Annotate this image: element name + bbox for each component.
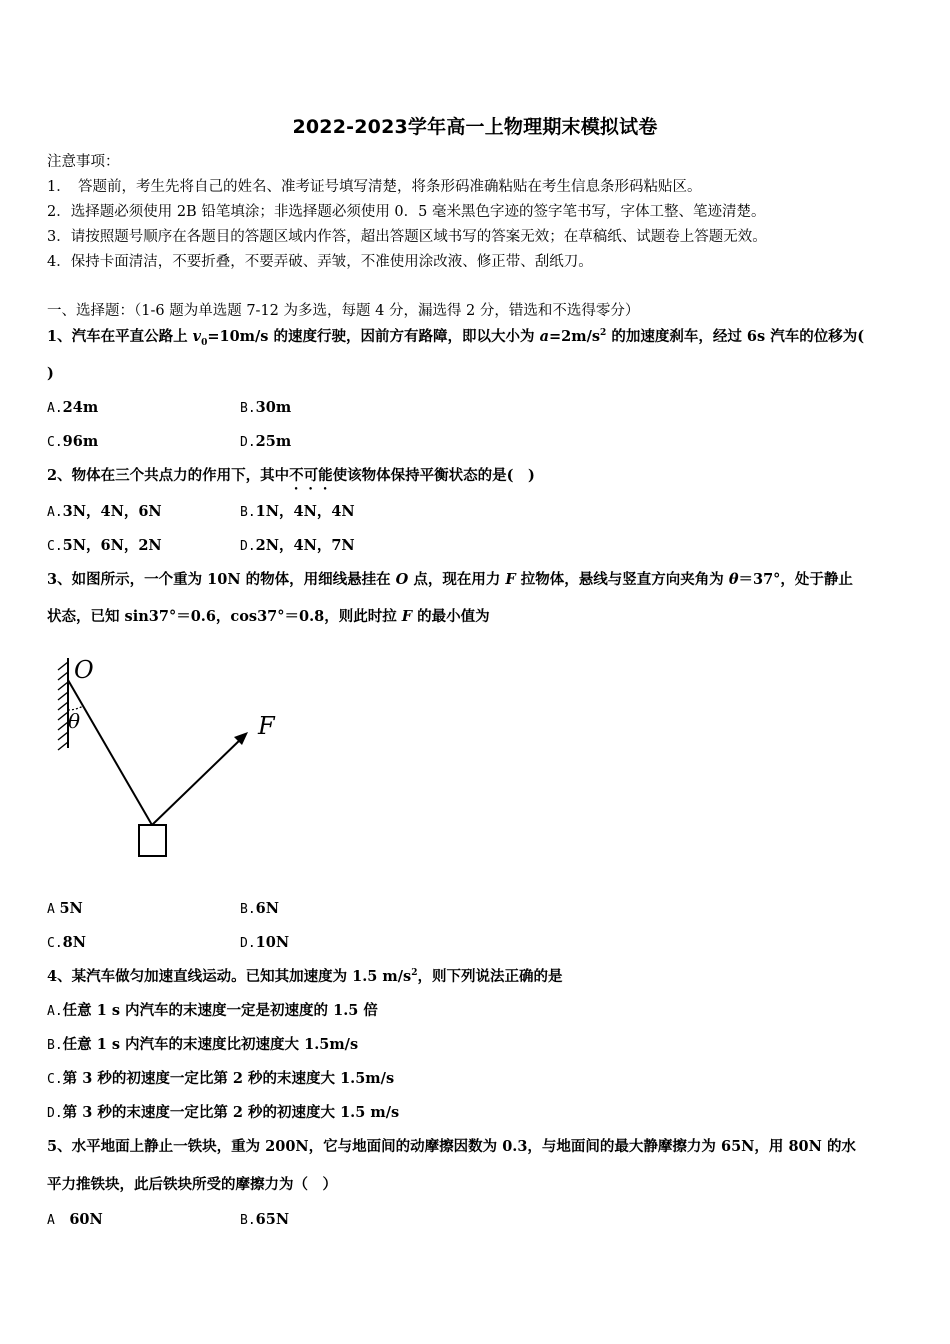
q1-text-c: =2m/s <box>548 328 601 345</box>
q5-option-b[interactable]: B.65N <box>240 1211 290 1228</box>
force-arrow-line <box>152 738 242 825</box>
q1-text-d: 的加速度刹车，经过 6s 汽车的位移为( <box>606 328 865 345</box>
q3-line2-a: 状态，已知 sin37°＝0.6，cos37°＝0.8，则此时拉 <box>47 608 402 625</box>
question-1-stem <box>47 327 864 347</box>
q2-option-b[interactable]: B.1N，4N，4N <box>240 503 355 520</box>
label-o: O <box>74 656 94 684</box>
q3-option-d[interactable]: D.10N <box>240 934 290 951</box>
q3-symbol-f: F <box>505 571 516 588</box>
q1-symbol-v: v <box>192 328 202 345</box>
label-theta: θ <box>68 709 81 733</box>
q1-text-b: =10m/s 的速度行驶，因前方有路障，即以大小为 <box>207 328 540 345</box>
q1-symbol-a: a <box>539 328 549 345</box>
q3-line2-f: F <box>401 608 413 625</box>
section-heading: 一、选择题：（1-6 题为单选题 7-12 为多选，每题 4 分，漏选得 2 分，错选和不选得零分） <box>47 303 640 319</box>
q1-symbol-v-sub: 0 <box>201 337 208 348</box>
q4-option-c[interactable]: C.第 3 秒的初速度一定比第 2 秒的末速度大 1.5m/s <box>47 1070 395 1087</box>
hanging-block <box>139 825 166 856</box>
q1-option-a[interactable]: A.24m <box>47 399 99 416</box>
string-line <box>68 680 152 825</box>
question-2-stem <box>47 466 535 493</box>
notice-item-4: 4．保持卡面清洁，不要折叠，不要弄破、弄皱，不准使用涂改液、修正带、刮纸刀。 <box>47 254 593 270</box>
q5-option-a[interactable]: A 60N <box>47 1211 103 1228</box>
wall-hatching <box>58 662 68 750</box>
question-3-stem <box>47 570 853 590</box>
q3-symbol-theta: θ <box>728 571 739 588</box>
notice-heading: 注意事项： <box>47 154 120 170</box>
q4-option-a[interactable]: A.任意 1 s 内汽车的末速度一定是初速度的 1.5 倍 <box>47 1002 378 1019</box>
force-diagram <box>50 650 290 865</box>
q4-option-d[interactable]: D.第 3 秒的末速度一定比第 2 秒的初速度大 1.5 m/s <box>47 1104 400 1121</box>
q4-text-b: ，则下列说法正确的是 <box>417 968 563 985</box>
question-1-stem-cont: ) <box>47 365 54 382</box>
q4-text-a: 4、某汽车做匀加速直线运动。已知其加速度为 1.5 m/s <box>47 968 412 985</box>
notice-item-2: 2．选择题必须使用 2B 铅笔填涂；非选择题必须使用 0．5 毫米黑色字迹的签字笔书写，字体工整、笔迹清楚。 <box>47 204 766 220</box>
question-5-stem: 5、水平地面上静止一铁块，重为 200N，它与地面间的动摩擦因数为 0.3，与地面间的最大静摩擦力为 65N，用 80N 的水 <box>47 1138 856 1155</box>
q3-option-b[interactable]: B.6N <box>240 900 279 917</box>
notice-item-3: 3．请按照题号顺序在各题目的答题区域内作答，超出答题区域书写的答案无效；在草稿纸、试题卷上答题无效。 <box>47 229 767 245</box>
q3-symbol-o: O <box>395 571 409 588</box>
q2-option-d[interactable]: D.2N，4N，7N <box>240 537 355 554</box>
notice-item-1: 1． 答题前，考生先将自己的姓名、准考证号填写清楚，将条形码准确粘贴在考生信息条形码粘贴区。 <box>47 179 702 195</box>
q2-option-a[interactable]: A.3N，4N，6N <box>47 503 162 520</box>
q3-text-a: 3、如图所示，一个重为 10N 的物体，用细线悬挂在 <box>47 571 396 588</box>
question-3-stem-line2 <box>47 607 490 627</box>
q4-option-b[interactable]: B.任意 1 s 内汽车的末速度比初速度大 1.5m/s <box>47 1036 359 1053</box>
q1-text-a: 1、汽车在平直公路上 <box>47 328 193 345</box>
q1-sup: 2 <box>600 328 607 339</box>
q2-option-c[interactable]: C.5N，6N，2N <box>47 537 162 554</box>
q1-option-c[interactable]: C.96m <box>47 433 99 450</box>
q3-option-a[interactable]: A 5N <box>47 900 83 917</box>
q3-text-d: ＝37°，处于静止 <box>738 571 853 588</box>
q4-sup: 2 <box>411 968 418 979</box>
question-5-stem-line2: 平力推铁块，此后铁块所受的摩擦力为（ ） <box>47 1176 337 1193</box>
label-f: F <box>258 712 275 740</box>
question-4-stem <box>47 967 562 987</box>
q2-text-a: 2、物体在三个共点力的作用下，其中 <box>47 467 290 484</box>
q3-line2-b: 的最小值为 <box>412 608 490 625</box>
q1-option-d[interactable]: D.25m <box>240 433 292 450</box>
force-diagram-svg <box>50 650 290 865</box>
q2-emphasis: 不可能 <box>289 467 333 484</box>
q3-text-b: 点，现在用力 <box>408 571 506 588</box>
q2-text-b: 使该物体保持平衡状态的是( ) <box>332 467 535 484</box>
page-title: 2022-2023学年高一上物理期末模拟试卷 <box>292 116 658 138</box>
q1-option-b[interactable]: B.30m <box>240 399 292 416</box>
q3-option-c[interactable]: C.8N <box>47 934 86 951</box>
q3-text-c: 拉物体，悬线与竖直方向夹角为 <box>515 571 729 588</box>
